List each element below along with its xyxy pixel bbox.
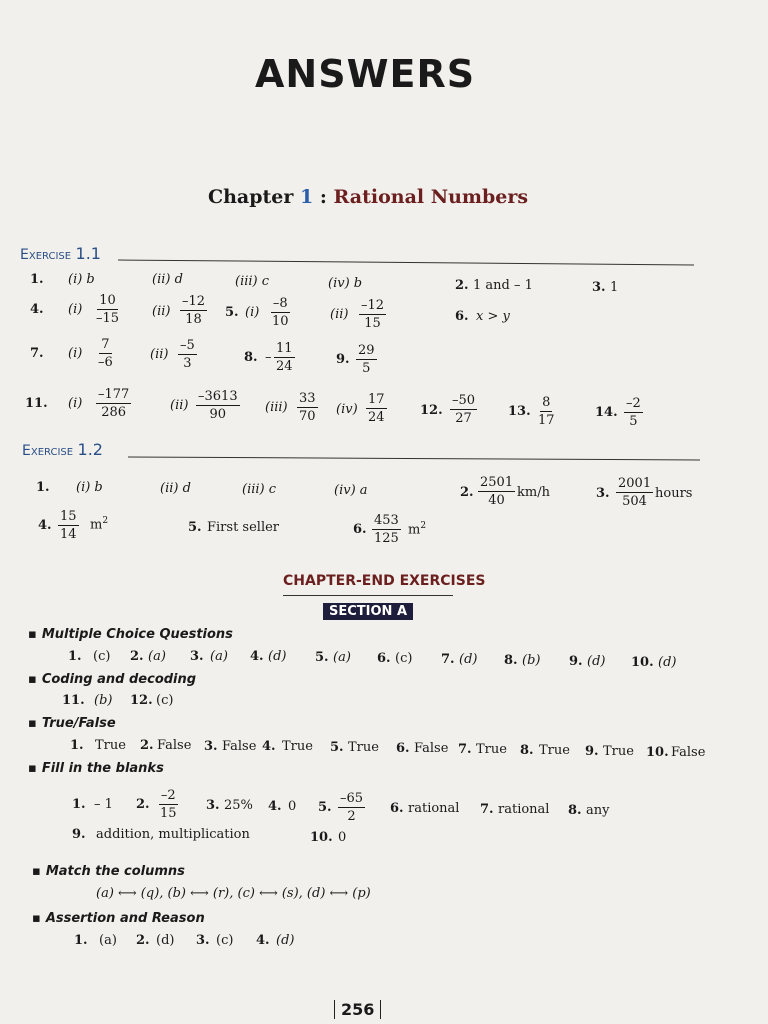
- answer: (d): [459, 652, 478, 667]
- part-label: (i): [68, 302, 83, 317]
- answer: any: [586, 803, 610, 818]
- answer: 1 and – 1: [473, 278, 533, 293]
- part-label: (ii): [330, 307, 349, 322]
- answer: (ii) d: [160, 481, 191, 496]
- answer: (a): [333, 650, 351, 665]
- exercise-number: 1.2: [77, 440, 103, 459]
- answer: (d): [658, 655, 677, 670]
- answer: 0: [288, 799, 297, 814]
- part-label: (ii): [170, 398, 189, 413]
- answer: (i) b: [76, 480, 103, 495]
- exercise-word: Exercise: [22, 443, 74, 459]
- q-num: 6.: [396, 741, 410, 756]
- q-num: 4.: [256, 933, 270, 948]
- answer: (c): [216, 933, 234, 948]
- denominator: 24: [368, 410, 385, 425]
- answer: (iii) c: [235, 274, 270, 289]
- answer: – 1: [94, 797, 113, 812]
- q-num: 3.: [190, 649, 204, 664]
- denominator: 10: [272, 314, 289, 329]
- fraction: [180, 294, 207, 327]
- answer: (b): [522, 653, 541, 668]
- divider: [128, 457, 700, 461]
- answer: (c): [395, 651, 413, 666]
- q-num: 9.: [585, 744, 599, 759]
- answer: True: [282, 739, 313, 754]
- page-number: 256: [334, 1000, 381, 1019]
- answer: x > y: [476, 309, 510, 324]
- denominator: 504: [622, 494, 647, 509]
- answer: (a): [210, 649, 228, 664]
- numerator: 33: [299, 391, 316, 406]
- fraction: [624, 396, 643, 429]
- minus-sign: –: [265, 350, 272, 365]
- numerator: 2001: [618, 476, 652, 491]
- q-num: 2.: [136, 797, 150, 812]
- q-num: 3.: [592, 280, 606, 295]
- q-num: 11.: [62, 693, 85, 708]
- fraction: [338, 791, 365, 824]
- numerator: 29: [358, 343, 375, 358]
- numerator: –8: [272, 296, 288, 311]
- answer: (ii) d: [152, 272, 183, 287]
- q-num: 1.: [74, 933, 88, 948]
- denominator: 5: [629, 414, 638, 429]
- fraction: [178, 338, 197, 371]
- exercise-word: Exercise: [20, 247, 72, 263]
- part-label: (ii): [150, 347, 169, 362]
- q-num: 7.: [30, 346, 44, 361]
- q-num: 2.: [455, 278, 469, 293]
- answer: True: [95, 738, 126, 753]
- chapter-number: 1: [300, 186, 314, 208]
- exercise-1-2-heading: [22, 440, 103, 459]
- q-num: 4.: [38, 518, 52, 533]
- numerator: 8: [542, 395, 551, 410]
- part-label: (ii): [152, 304, 171, 319]
- q-num: 7.: [458, 742, 472, 757]
- divider: [118, 259, 694, 265]
- q-num: 8.: [568, 803, 582, 818]
- q-num: 6.: [353, 522, 367, 537]
- exercise-number: 1.1: [75, 244, 101, 263]
- fraction: [158, 788, 179, 821]
- answer: addition, multiplication: [96, 827, 250, 842]
- answer: (d): [156, 933, 175, 948]
- answer: (a): [99, 933, 117, 948]
- part-label: (i): [68, 396, 83, 411]
- answer: (iii) c: [242, 482, 277, 497]
- part-label: (iii): [265, 400, 288, 415]
- fraction: [274, 341, 295, 374]
- q-num: 9.: [336, 352, 350, 367]
- fraction: [478, 475, 515, 508]
- chapter-heading: [208, 186, 528, 208]
- answer: (iv) b: [328, 276, 363, 291]
- numerator: 2501: [480, 475, 514, 490]
- chapter-sep: :: [319, 186, 327, 208]
- unit: hours: [655, 486, 693, 501]
- numerator: –12: [361, 298, 385, 313]
- exponent: 2: [420, 521, 427, 531]
- answer: True: [476, 742, 507, 757]
- answer: (i) b: [68, 272, 95, 287]
- numerator: –3613: [198, 389, 238, 404]
- mcq-heading: ▪ Multiple Choice Questions: [28, 627, 233, 642]
- denominator: 40: [488, 493, 505, 508]
- q-num: 2.: [130, 649, 144, 664]
- numerator: –177: [98, 387, 130, 402]
- q-num: 10.: [310, 830, 333, 845]
- denominator: –15: [96, 311, 120, 326]
- chapter-end-heading: CHAPTER-END EXERCISES: [283, 573, 486, 589]
- denominator: 27: [455, 411, 472, 426]
- answer: False: [671, 745, 706, 760]
- q-num: 8.: [520, 743, 534, 758]
- q-num: 4.: [30, 302, 44, 317]
- part-label: (i): [68, 346, 83, 361]
- answer: First seller: [207, 520, 280, 535]
- fraction: [196, 389, 240, 422]
- q-num: 1.: [70, 738, 84, 753]
- numerator: 10: [99, 293, 116, 308]
- q-num: 10.: [646, 745, 669, 760]
- fraction: [359, 298, 386, 331]
- answer: (b): [94, 693, 113, 708]
- chapter-name: Rational Numbers: [333, 186, 529, 208]
- answer: False: [222, 739, 257, 754]
- true-false-heading: ▪ True/False: [28, 716, 116, 731]
- fraction: [616, 476, 653, 509]
- fraction: [536, 395, 557, 428]
- q-num: 13.: [508, 404, 531, 419]
- answer: False: [157, 738, 192, 753]
- denominator: –6: [98, 355, 113, 370]
- denominator: 2: [347, 809, 356, 824]
- q-num: 10.: [631, 655, 654, 670]
- denominator: 14: [60, 527, 77, 542]
- denominator: 15: [364, 316, 381, 331]
- section-badge: SECTION A: [323, 603, 413, 620]
- q-num: 3.: [204, 739, 218, 754]
- q-num: 3.: [596, 486, 610, 501]
- fraction: [372, 513, 401, 546]
- answer: (c): [156, 693, 174, 708]
- fraction: [270, 296, 291, 329]
- fraction: [450, 393, 477, 426]
- denominator: 3: [183, 356, 192, 371]
- numerator: 15: [60, 509, 77, 524]
- q-num: 12.: [420, 403, 443, 418]
- answer: (d): [276, 933, 295, 948]
- numerator: –2: [626, 396, 641, 411]
- numerator: –12: [182, 294, 206, 309]
- fraction: [96, 387, 131, 420]
- denominator: 90: [209, 407, 227, 422]
- q-num: 6.: [455, 309, 469, 324]
- answer: (d): [587, 654, 606, 669]
- fraction: [356, 343, 377, 376]
- answer: True: [348, 740, 379, 755]
- q-num: 8.: [244, 350, 258, 365]
- q-num: 4.: [250, 649, 264, 664]
- answer: True: [539, 743, 570, 758]
- denominator: 125: [374, 531, 399, 546]
- match-heading: ▪ Match the columns: [32, 864, 185, 879]
- denominator: 5: [362, 361, 371, 376]
- match-answer: (a) ⟷ (q), (b) ⟷ (r), (c) ⟷ (s), (d) ⟷ (p): [96, 886, 371, 901]
- denominator: 286: [101, 405, 127, 420]
- fraction: [96, 337, 115, 370]
- answer: rational: [408, 801, 460, 816]
- answer: (c): [93, 649, 111, 664]
- q-num: 9.: [569, 654, 583, 669]
- numerator: –50: [452, 393, 476, 408]
- q-num: 5.: [318, 800, 332, 815]
- q-num: 12.: [130, 693, 153, 708]
- denominator: 24: [276, 359, 293, 374]
- unit: [90, 516, 108, 532]
- unit-base: m: [90, 517, 103, 533]
- q-num: 1.: [68, 649, 82, 664]
- part-label: (iv): [336, 402, 358, 417]
- q-num: 1.: [72, 797, 86, 812]
- q-num: 2.: [136, 933, 150, 948]
- part-label: (i): [245, 305, 260, 320]
- unit-base: m: [408, 522, 421, 538]
- fraction: [366, 392, 387, 425]
- exponent: 2: [102, 516, 109, 526]
- q-num: 3.: [196, 933, 210, 948]
- fraction: [297, 391, 318, 424]
- answer: False: [414, 741, 449, 756]
- numerator: 17: [368, 392, 385, 407]
- q-num: 5.: [315, 650, 329, 665]
- q-num: 3.: [206, 798, 220, 813]
- q-num: 5.: [188, 520, 202, 535]
- q-num: 1.: [36, 480, 50, 495]
- numerator: –5: [180, 338, 195, 353]
- q-num: 4.: [262, 739, 276, 754]
- q-num: 5.: [225, 305, 239, 320]
- answer: True: [603, 744, 634, 759]
- fill-blanks-heading: ▪ Fill in the blanks: [28, 761, 164, 776]
- answer: 0: [338, 830, 347, 845]
- numerator: 11: [276, 341, 293, 356]
- q-num: 5.: [330, 740, 344, 755]
- coding-heading: ▪ Coding and decoding: [28, 672, 196, 687]
- numerator: –65: [340, 791, 364, 806]
- answer: rational: [498, 802, 550, 817]
- denominator: 18: [185, 312, 202, 327]
- q-num: 7.: [480, 802, 494, 817]
- unit: km/h: [517, 485, 550, 500]
- answer: 25%: [224, 798, 253, 813]
- q-num: 7.: [441, 652, 455, 667]
- q-num: 2.: [460, 485, 474, 500]
- denominator: 15: [160, 806, 177, 821]
- q-num: 4.: [268, 799, 282, 814]
- q-num: 6.: [377, 651, 391, 666]
- q-num: 6.: [390, 801, 404, 816]
- q-num: 2.: [140, 738, 154, 753]
- answer: (d): [268, 649, 287, 664]
- answer: (a): [148, 649, 166, 664]
- q-num: 9.: [72, 827, 86, 842]
- chapter-prefix: Chapter: [208, 186, 294, 208]
- q-num: 11.: [25, 396, 48, 411]
- denominator: 17: [538, 413, 555, 428]
- exercise-1-1-heading: [20, 244, 101, 263]
- numerator: –2: [160, 788, 176, 803]
- answer: 1: [610, 280, 619, 295]
- q-num: 8.: [504, 653, 518, 668]
- numerator: 453: [374, 513, 399, 528]
- denominator: 70: [299, 409, 316, 424]
- page-title: ANSWERS: [255, 52, 476, 96]
- q-num: 14.: [595, 405, 618, 420]
- divider: [283, 595, 453, 596]
- unit: [408, 521, 426, 537]
- assertion-heading: ▪ Assertion and Reason: [32, 911, 205, 926]
- fraction: [58, 509, 79, 542]
- q-num: 1.: [30, 272, 44, 287]
- fraction: [94, 293, 121, 326]
- answer: (iv) a: [334, 483, 368, 498]
- numerator: 7: [101, 337, 110, 352]
